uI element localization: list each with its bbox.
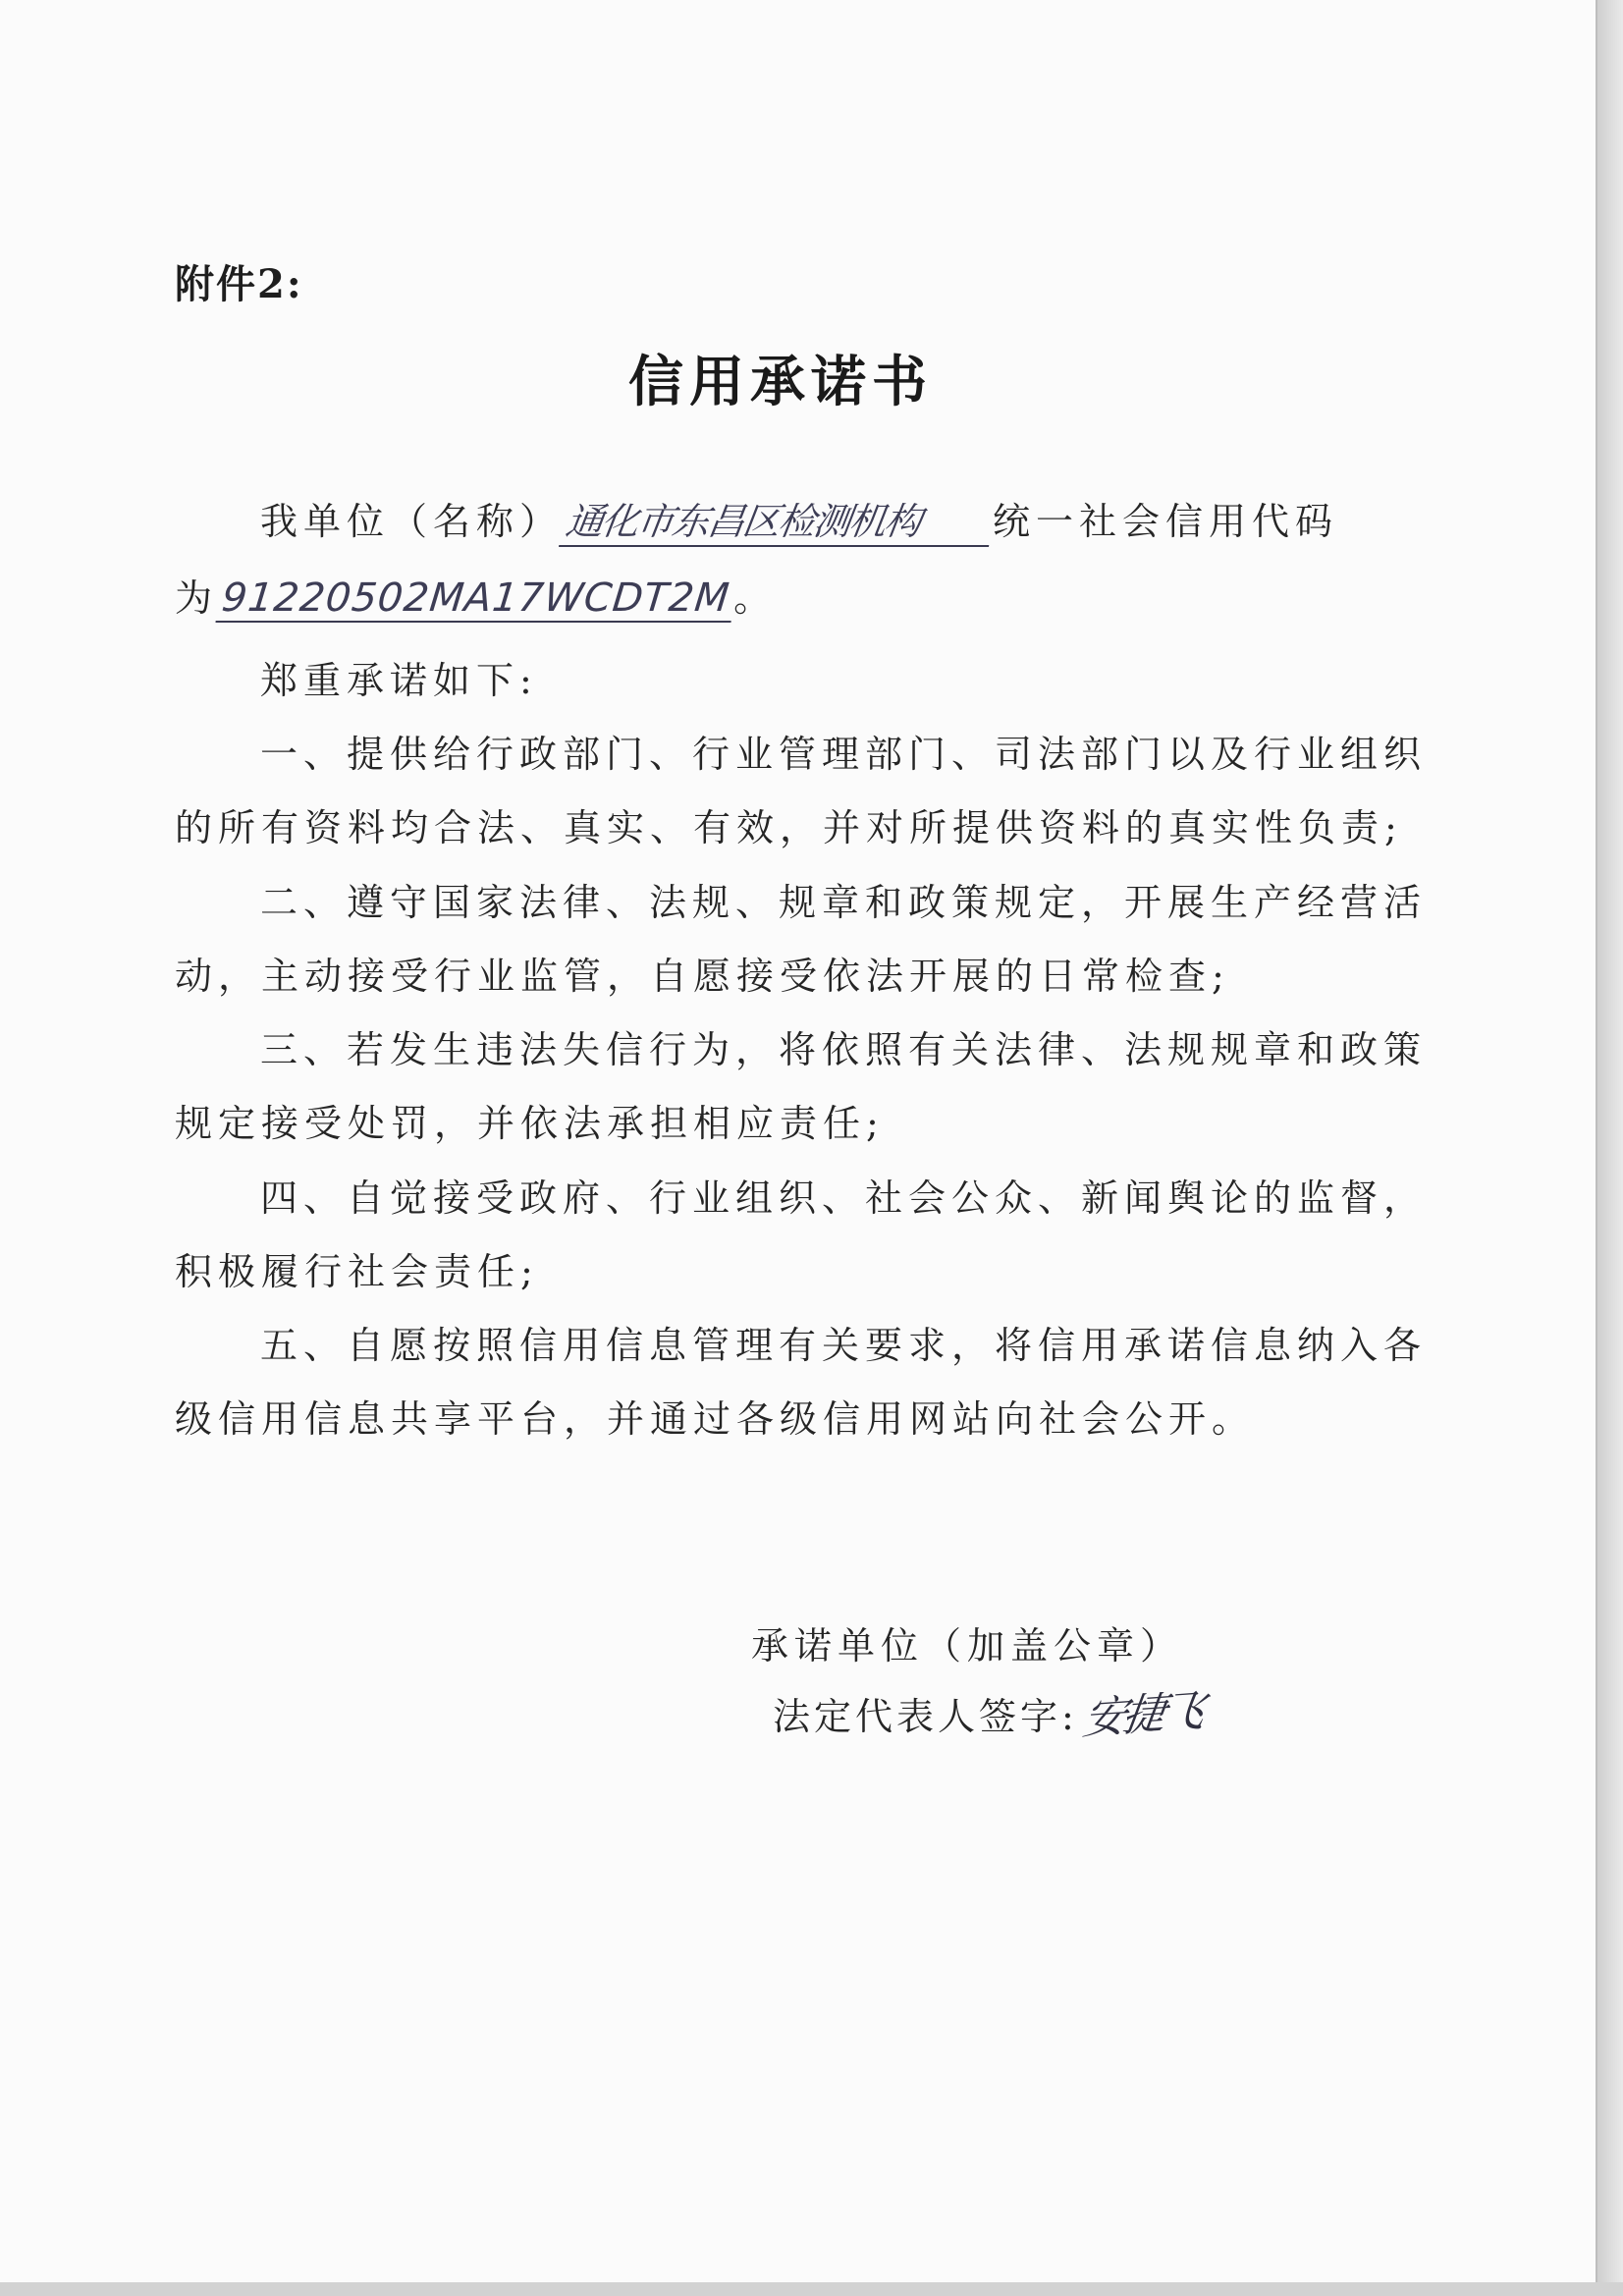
handwritten-unit-name: 通化市东昌区检测机构 — [559, 491, 997, 547]
paragraph-3-line-1: 三、若发生违法失信行为，将依照有关法律、法规规章和政策 — [260, 1028, 1428, 1071]
commit-intro: 郑重承诺如下: — [260, 659, 538, 702]
scan-edge-bottom — [0, 2282, 1623, 2296]
intro-line-1 — [260, 491, 1338, 547]
intro-line2-suffix: 。 — [733, 576, 778, 620]
rep-signature-label: 法定代表人签字: — [773, 1695, 1078, 1738]
intro-line-2 — [175, 568, 777, 623]
handwritten-signature: 安捷飞 — [1079, 1685, 1205, 1745]
paragraph-3-line-2: 规定接受处罚，并依法承担相应责任; — [175, 1102, 885, 1145]
handwritten-credit-code: 91220502MA17WCDT2M — [215, 575, 735, 623]
attachment-label: 附件2: — [175, 261, 303, 307]
document-title: 信用承诺书 — [628, 350, 933, 414]
paragraph-2-line-1: 二、遵守国家法律、法规、规章和政策规定，开展生产经营活 — [260, 881, 1428, 924]
intro-prefix: 我单位（名称） — [260, 500, 564, 543]
scan-edge-right — [1597, 0, 1623, 2296]
paragraph-5-line-2: 级信用信息共享平台，并通过各级信用网站向社会公开。 — [175, 1397, 1256, 1441]
commitment-unit-label: 承诺单位（加盖公章） — [751, 1624, 1184, 1667]
paragraph-4-line-1: 四、自觉接受政府、行业组织、社会公众、新闻舆论的监督， — [260, 1176, 1428, 1220]
paragraph-4-line-2: 积极履行社会责任; — [175, 1250, 539, 1293]
paragraph-2-line-2: 动，主动接受行业监管，自愿接受依法开展的日常检查; — [175, 955, 1230, 998]
paragraph-1-line-1: 一、提供给行政部门、行业管理部门、司法部门以及行业组织 — [260, 733, 1428, 776]
paragraph-1-line-2: 的所有资料均合法、真实、有效，并对所提供资料的真实性负责; — [175, 806, 1403, 849]
legal-representative-signature-line — [773, 1679, 1205, 1745]
paragraph-5-line-1: 五、自愿按照信用信息管理有关要求，将信用承诺信息纳入各 — [260, 1324, 1428, 1367]
intro-line2-prefix: 为 — [175, 576, 219, 620]
intro-suffix: 统一社会信用代码 — [993, 500, 1339, 543]
